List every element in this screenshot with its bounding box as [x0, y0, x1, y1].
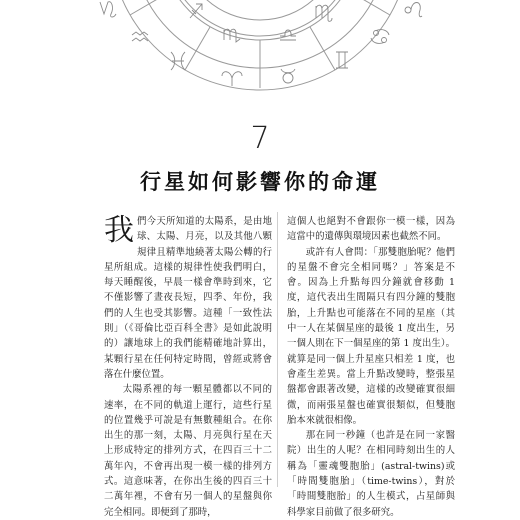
- chapter-number: 7: [250, 121, 270, 156]
- column-divider: [277, 212, 278, 487]
- paragraph: 或許有人會問：「那雙胞胎呢？他們的星盤不會完全相同嗎？」答案是不會。因為上升點每四分鐘就會移動 1 度，這代表出生間隔只有四分鐘的雙胞胎，上升點也可能落在不同的星座（其中一人在某個星座的最後 1 度出生，另一個人則在下一個星座的第 1 度出生）。就算是同一個上升星座只相差 1 度，也會產生差異。當上升點改變時，整張星盤都會跟著改變，這樣的改變確實很細微，而兩張星盤也確實很類似，但雙胞胎本來就很相像。: [287, 246, 455, 426]
- virgo-icon: [316, 5, 332, 21]
- sagittarius-icon: [190, 4, 202, 18]
- paragraph-text: 們今天所知道的太陽系，是由地球、太陽、月亮，以及其他八顆規律且精準地繞著太陽公轉的行星所組成。這樣的規律性使我們明白，每天睡醒後，早晨一樣會準時到來，它不僅影響了晝夜長短，四季、年份，我們的人生也受其影響。這種「一致性法則」（《哥倫比亞百科全書》是如此說明的）讓地球上的我們能精確地計算出，某顆行星在任何特定時間，曾經或將會落在什麼位置。: [104, 216, 272, 380]
- pisces-icon: [171, 52, 185, 70]
- text-column-right: [287, 214, 455, 520]
- chapter-title: 行星如何影響你的命運: [140, 170, 380, 194]
- zodiac-wheel-illustration: [0, 0, 520, 100]
- leo-icon: [405, 3, 422, 17]
- aries-icon: [222, 72, 242, 86]
- taurus-icon: [281, 69, 295, 83]
- text-column-left: [104, 214, 272, 520]
- paragraph: [104, 214, 272, 382]
- paragraph: 這個人也絕對不會跟你一模一樣，因為這當中的遺傳與環境因素也截然不同。: [287, 216, 455, 243]
- paragraph: 那在同一秒鐘（也許是在同一家醫院）出生的人呢？在相同時刻出生的人稱為「靈魂雙胞胎」(astral-twins)或「時間雙胞胎」（time-twins），對於「時間雙胞胎」的人生模式，占星師與科學家目前做了很多研究。: [287, 430, 455, 518]
- capricorn-icon: [100, 2, 116, 17]
- paragraph: 太陽系裡的每一顆星體都以不同的速率，在不同的軌道上運行，這些行星的位置幾乎可說是有無數種組合。在你出生的那一刻，太陽、月亮與行星在天上形成特定的排列方式，在四百三十二萬年內，不會再出現一模一樣的排列方式。這意味著，在你出生後的四百三十二萬年裡，不會有另一個人的星盤與你完全相同。即便到了那時，: [104, 384, 272, 518]
- cancer-icon: [371, 30, 389, 44]
- drop-cap: 我: [104, 213, 134, 248]
